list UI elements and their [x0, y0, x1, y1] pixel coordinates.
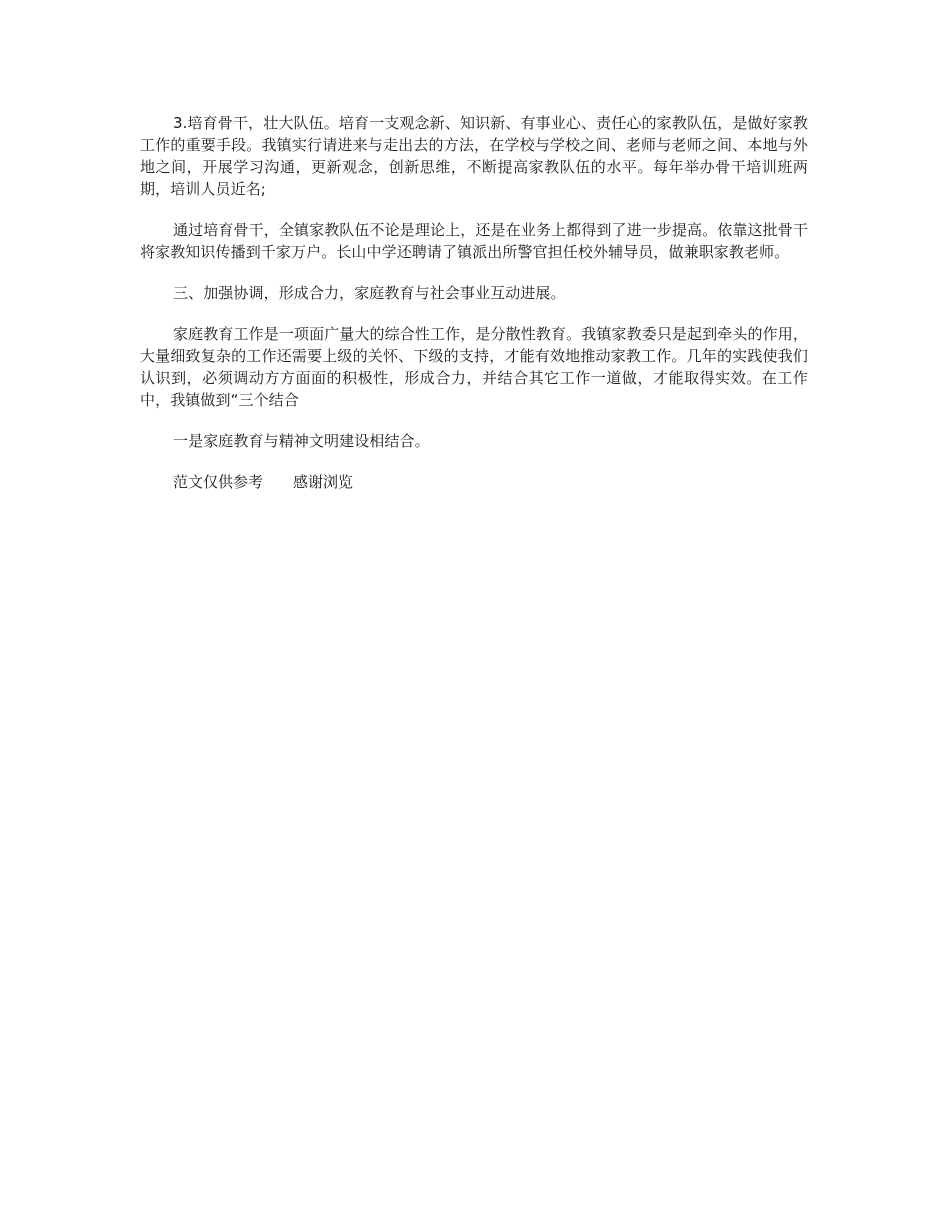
paragraph-backbone-results: 通过培育骨干，全镇家教队伍不论是理论上，还是在业务上都得到了进一步提高。依靠这批骨干将家教知识传播到千家万户。长山中学还聘请了镇派出所警官担任校外辅导员，做兼职家教老师。	[140, 221, 808, 261]
footer-note-reference: 范文仅供参考	[173, 473, 264, 491]
document-body	[140, 112, 808, 493]
footer-note-thanks: 感谢浏览	[293, 473, 354, 491]
paragraph-section-three-heading: 三、加强协调，形成合力，家庭教育与社会事业互动进展。	[173, 284, 566, 302]
paragraph-cultivate-backbone: 3.培育骨干，壮大队伍。培育一支观念新、知识新、有事业心、责任心的家教队伍，是做好家教工作的重要手段。我镇实行请进来与走出去的方法，在学校与学校之间、老师与老师之间、本地与外地之间，开展学习沟通，更新观念，创新思维，不断提高家教队伍的水平。每年举办骨干培训班两期，培训人员近名;	[140, 114, 808, 198]
footer-note	[140, 471, 808, 493]
paragraph-family-education-work: 家庭教育工作是一项面广量大的综合性工作，是分散性教育。我镇家教委只是起到牵头的作用，大量细致复杂的工作还需要上级的关怀、下级的支持，才能有效地推动家教工作。几年的实践使我们认识到，必须调动方方面面的积极性，形成合力，并结合其它工作一道做，才能取得实效。在工作中，我镇做到“三个结合	[140, 325, 808, 409]
paragraph-first-combination: 一是家庭教育与精神文明建设相结合。	[173, 432, 430, 450]
